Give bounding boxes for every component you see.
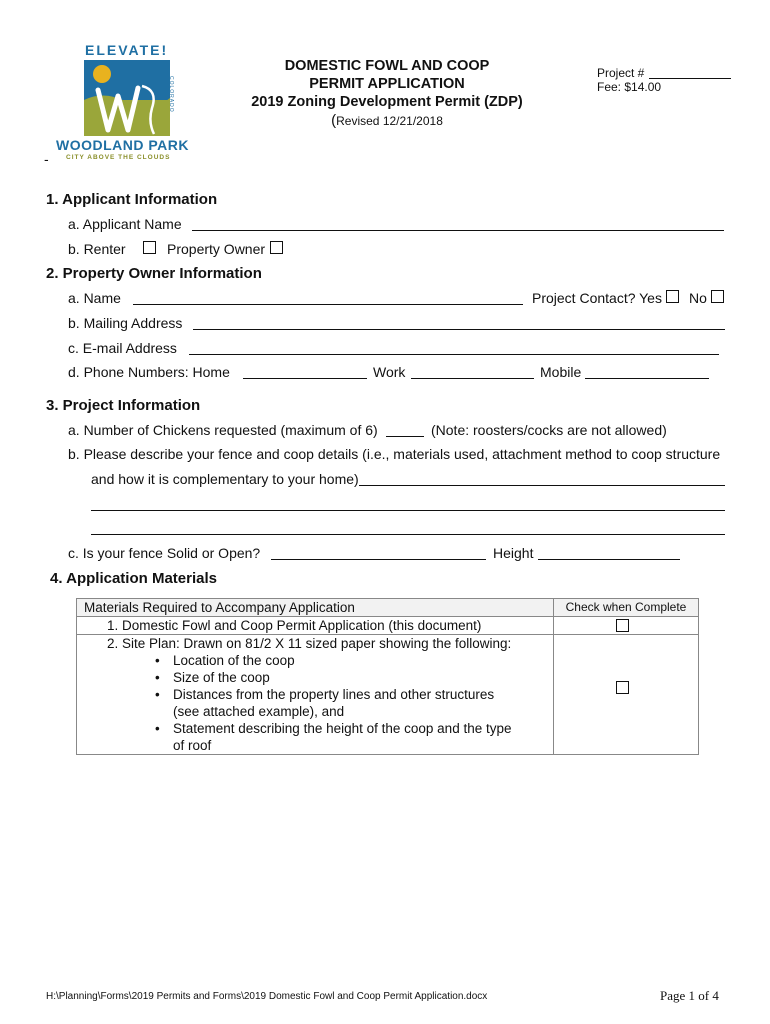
form-title-line2: PERMIT APPLICATION — [309, 76, 465, 92]
site-plan-bullet: • Statement describing the height of the coop and the type of roof — [151, 720, 521, 754]
applicant-name-label: a. Applicant Name — [68, 216, 182, 232]
materials-item-1: 1. Domestic Fowl and Coop Permit Application (this document) — [77, 617, 554, 635]
owner-name-label: a. Name — [68, 290, 121, 306]
logo-elevate-text: ELEVATE! — [85, 42, 169, 58]
fence-coop-details-label: b. Please describe your fence and coop details (i.e., materials used, attachment method to coop structure — [68, 446, 721, 462]
form-revised-date: (Revised 12/21/2018 — [331, 112, 443, 129]
project-contact-label: Project Contact? Yes — [532, 290, 662, 306]
property-owner-checkbox[interactable] — [270, 241, 283, 254]
woodland-park-logo — [40, 40, 200, 165]
materials-table-header: Materials Required to Accompany Application — [77, 599, 554, 617]
section2-title: 2. Property Owner Information — [46, 265, 262, 282]
site-plan-requirements-list — [151, 652, 521, 754]
site-plan-bullet: • Distances from the property lines and other structures (see attached example), and — [151, 686, 521, 720]
owner-name-field[interactable] — [133, 304, 523, 305]
form-title-line1: DOMESTIC FOWL AND COOP — [284, 58, 490, 74]
phone-work-field[interactable] — [411, 378, 534, 379]
fence-height-label: Height — [493, 545, 534, 561]
project-number-field[interactable] — [649, 78, 731, 79]
phone-work-label: Work — [373, 364, 406, 380]
materials-item-2: 2. Site Plan: Drawn on 81/2 X 11 sized paper showing the following: • Location of the coop • Size of the coop • Distances from the property lines and other structures (see attached example), and • Statement describing the height of the coop and the type of roof — [77, 635, 554, 755]
section1-title: 1. Applicant Information — [46, 191, 218, 208]
logo-name-text: WOODLAND PARK — [56, 137, 190, 153]
phone-mobile-label: Mobile — [540, 364, 582, 380]
section4-title: 4. Application Materials — [50, 570, 217, 587]
chickens-count-label: a. Number of Chickens requested (maximum of 6) — [68, 422, 378, 438]
fence-type-field[interactable] — [271, 559, 486, 560]
mailing-address-field[interactable] — [193, 329, 725, 330]
form-title-line3: 2019 Zoning Development Permit (ZDP) — [251, 94, 523, 110]
fence-coop-details-field-1[interactable] — [359, 485, 725, 486]
site-plan-bullet: • Size of the coop — [151, 669, 521, 686]
mailing-address-label: b. Mailing Address — [68, 315, 183, 331]
email-address-label: c. E-mail Address — [68, 340, 177, 356]
section3-title: 3. Project Information — [46, 397, 201, 414]
fence-type-label: c. Is your fence Solid or Open? — [68, 545, 261, 561]
materials-item-2-checkbox[interactable] — [616, 681, 629, 694]
materials-item-2-check-cell — [554, 635, 699, 755]
logo-colorado-text: COLORADO — [168, 76, 174, 113]
email-address-field[interactable] — [189, 354, 719, 355]
applicant-name-field[interactable] — [192, 230, 724, 231]
fence-coop-details-field-3[interactable] — [91, 534, 725, 535]
renter-checkbox[interactable] — [143, 241, 156, 254]
site-plan-bullet: • Location of the coop — [151, 652, 521, 669]
project-contact-no-checkbox[interactable] — [711, 290, 724, 303]
footer-page-number: Page 1 of 4 — [660, 988, 719, 1003]
fence-coop-details-label-2: and how it is complementary to your home) — [91, 471, 359, 487]
project-contact-yes-checkbox[interactable] — [666, 290, 679, 303]
fee-label: Fee: $14.00 — [597, 80, 662, 94]
fence-height-field[interactable] — [538, 559, 680, 560]
phone-mobile-field[interactable] — [585, 378, 709, 379]
project-contact-no-label: No — [689, 290, 707, 306]
fence-coop-details-field-2[interactable] — [91, 510, 725, 511]
header-dash: - — [44, 151, 49, 167]
materials-item-1-checkbox[interactable] — [616, 619, 629, 632]
phone-home-label: d. Phone Numbers: Home — [68, 364, 230, 380]
footer-file-path: H:\Planning\Forms\2019 Permits and Forms\2019 Domestic Fowl and Coop Permit Application.docx — [46, 991, 488, 1002]
materials-item-1-check-cell — [554, 617, 699, 635]
phone-home-field[interactable] — [243, 378, 367, 379]
renter-label: b. Renter — [68, 241, 126, 257]
application-materials-table — [76, 598, 699, 755]
logo-emblem-icon — [84, 60, 170, 136]
property-owner-label: Property Owner — [167, 241, 266, 257]
logo-tagline-text: CITY ABOVE THE CLOUDS — [66, 154, 171, 161]
chickens-count-field[interactable] — [386, 436, 424, 437]
project-number-label: Project # — [597, 66, 645, 80]
check-complete-header: Check when Complete — [554, 599, 699, 617]
chickens-note: (Note: roosters/cocks are not allowed) — [431, 422, 667, 438]
